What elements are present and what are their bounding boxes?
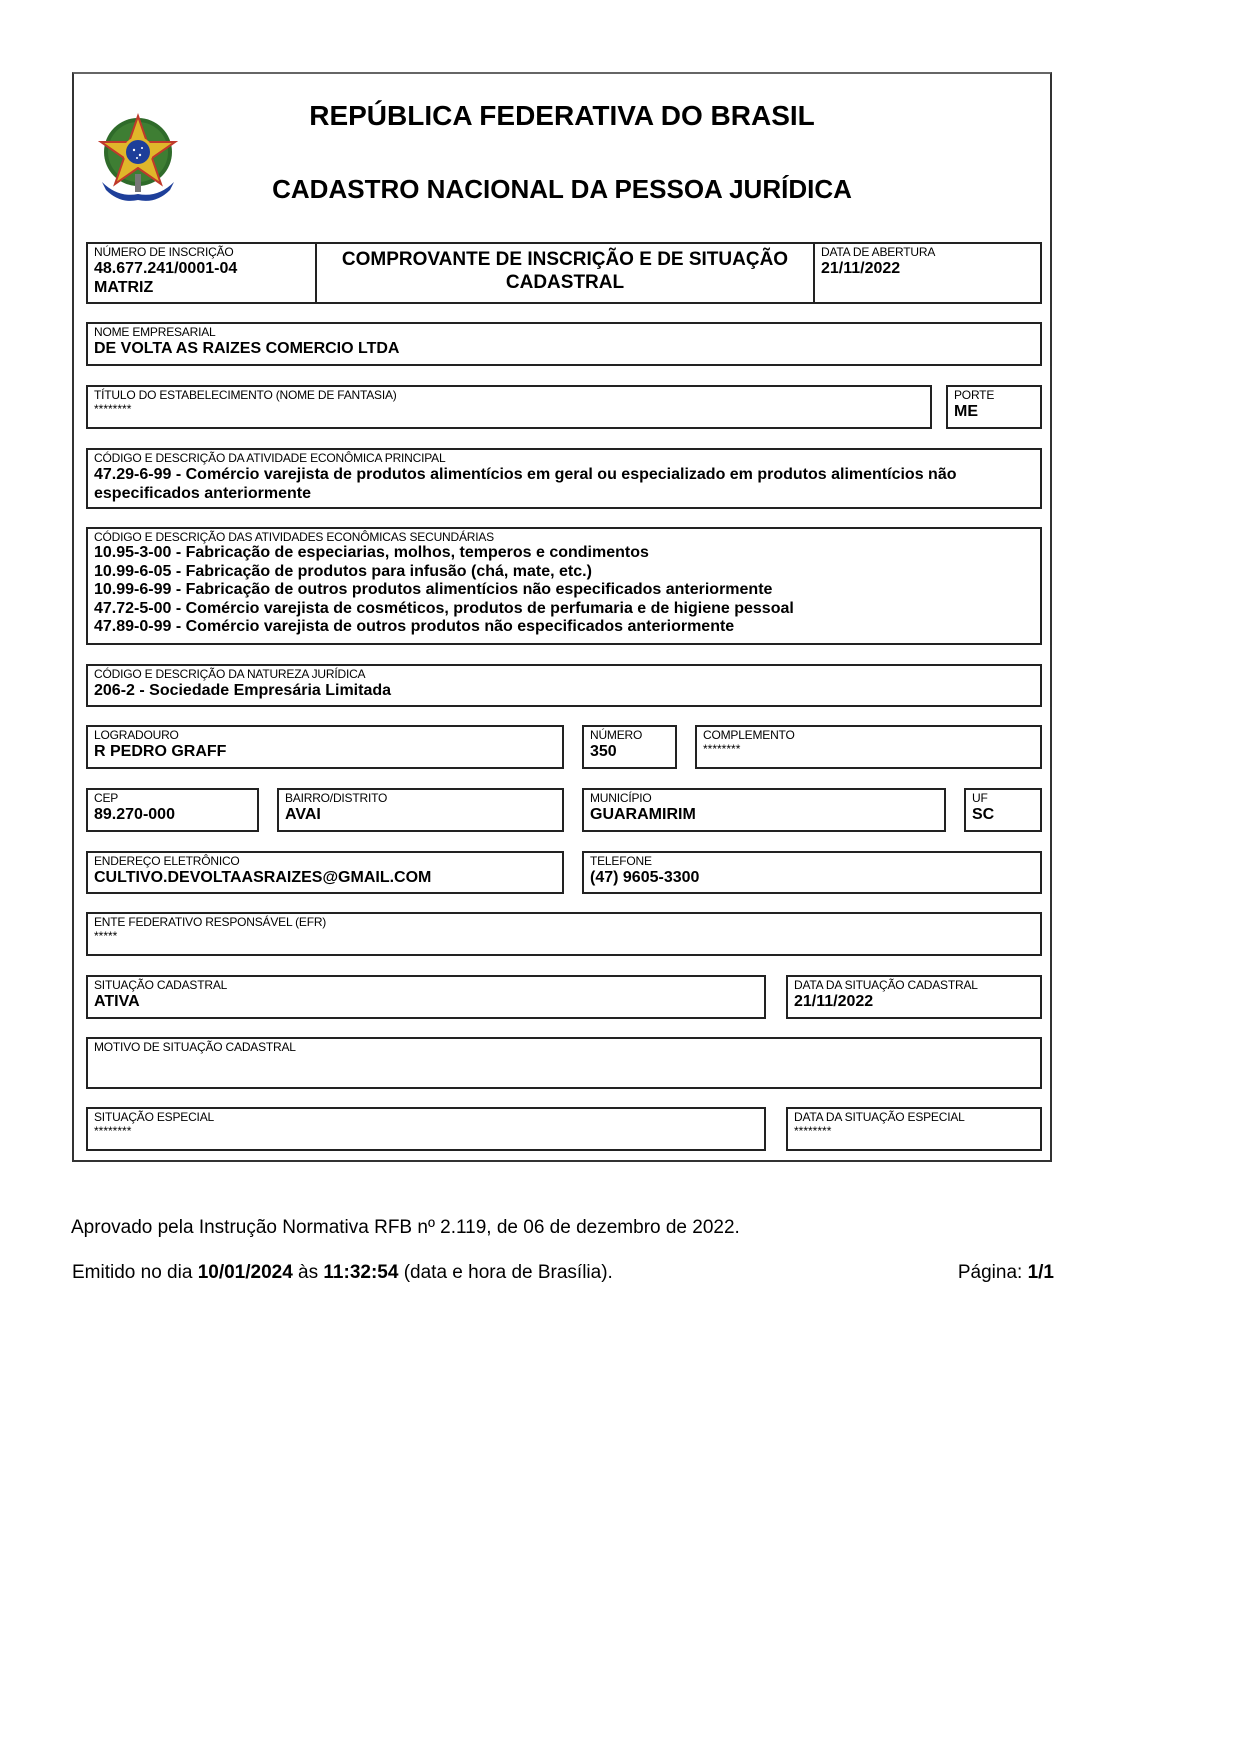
list-item: 47.72-5-00 - Comércio varejista de cosméticos, produtos de perfumaria e de higiene pessoal [94, 599, 794, 617]
zip-code-value: 89.270-000 [94, 806, 175, 823]
document-type-line1: COMPROVANTE DE INSCRIÇÃO E DE SITUAÇÃO [341, 249, 789, 270]
email-value: CULTIVO.DEVOLTAASRAIZES@GMAIL.COM [94, 869, 432, 886]
legal-nature-field [86, 664, 1042, 707]
field-label: DATA DA SITUAÇÃO CADASTRAL [794, 978, 978, 992]
legal-nature-value: 206-2 - Sociedade Empresária Limitada [94, 682, 392, 699]
main-activity-line2: especificados anteriormente [94, 485, 311, 502]
efr-field [86, 912, 1042, 956]
field-label: DATA DA SITUAÇÃO ESPECIAL [794, 1110, 965, 1124]
district-value: AVAI [285, 806, 321, 823]
document-type-title [317, 244, 815, 302]
secondary-activities-field [86, 527, 1042, 645]
field-label: MUNICÍPIO [590, 791, 652, 805]
registration-status-date-field [786, 975, 1042, 1019]
complement-value: ******** [703, 742, 741, 756]
list-item: 47.89-0-99 - Comércio varejista de outros produtos não especificados anteriormente [94, 618, 735, 636]
special-status-date-field [786, 1107, 1042, 1151]
inscription-row [86, 242, 1042, 304]
field-label: CÓDIGO E DESCRIÇÃO DA ATIVIDADE ECONÔMICA PRINCIPAL [94, 451, 446, 465]
field-label: CEP [94, 791, 119, 805]
inscription-number-field [88, 244, 317, 302]
state-value: SC [972, 806, 995, 823]
field-label: LOGRADOURO [94, 728, 179, 742]
field-label: UF [972, 791, 988, 805]
approval-note: Aprovado pela Instrução Normativa RFB nº 2.119, de 06 de dezembro de 2022. [71, 1217, 740, 1238]
city-field [582, 788, 946, 832]
establishment-type-value: MATRIZ [94, 279, 154, 296]
field-label: CÓDIGO E DESCRIÇÃO DAS ATIVIDADES ECONÔMICAS SECUNDÁRIAS [94, 530, 494, 544]
field-label: TÍTULO DO ESTABELECIMENTO (NOME DE FANTASIA) [94, 388, 397, 402]
number-field [582, 725, 677, 769]
main-activity-line1: 47.29-6-99 - Comércio varejista de produtos alimentícios em geral ou especializado em produtos alimentícios não [94, 466, 957, 483]
emission-suffix: (data e hora de Brasília). [398, 1262, 613, 1283]
special-status-value: ******** [94, 1124, 132, 1138]
trade-name-field [86, 385, 932, 429]
phone-value: (47) 9605-3300 [590, 869, 700, 886]
main-activity-field [86, 448, 1042, 509]
zip-code-field [86, 788, 259, 832]
cnpj-value: 48.677.241/0001-04 [94, 260, 238, 277]
trade-name-value: ******** [94, 402, 132, 416]
city-value: GUARAMIRIM [590, 806, 696, 823]
page-title: REPÚBLICA FEDERATIVA DO BRASIL [309, 100, 815, 131]
company-size-field [946, 385, 1042, 429]
email-field [86, 851, 564, 894]
field-label: ENDEREÇO ELETRÔNICO [94, 854, 240, 868]
emission-mid: às [292, 1262, 324, 1283]
company-name-value: DE VOLTA AS RAIZES COMERCIO LTDA [94, 340, 400, 357]
complement-field [695, 725, 1042, 769]
registration-status-field [86, 975, 766, 1019]
field-label: MOTIVO DE SITUAÇÃO CADASTRAL [94, 1040, 296, 1054]
field-label: SITUAÇÃO CADASTRAL [94, 978, 228, 992]
registration-status-value: ATIVA [94, 993, 140, 1010]
emission-date: 10/01/2024 [197, 1262, 293, 1283]
field-label: PORTE [954, 388, 995, 402]
opening-date-field [815, 244, 1040, 302]
field-label: NÚMERO [590, 728, 643, 742]
field-label: ENTE FEDERATIVO RESPONSÁVEL (EFR) [94, 915, 327, 929]
company-name-field [86, 322, 1042, 366]
list-item: 10.99-6-05 - Fabricação de produtos para infusão (chá, mate, etc.) [94, 562, 592, 580]
field-label: NOME EMPRESARIAL [94, 325, 216, 339]
state-field [964, 788, 1042, 832]
field-label: COMPLEMENTO [703, 728, 795, 742]
list-item: 10.95-3-00 - Fabricação de especiarias, molhos, temperos e condimentos [94, 544, 649, 561]
emission-info [72, 1262, 613, 1284]
number-value: 350 [590, 743, 617, 760]
street-field [86, 725, 564, 769]
registration-status-date-value: 21/11/2022 [794, 993, 874, 1010]
list-item: 10.99-6-99 - Fabricação de outros produtos alimentícios não especificados anteriormente [94, 581, 773, 599]
street-value: R PEDRO GRAFF [94, 743, 227, 760]
field-label: BAIRRO/DISTRITO [285, 791, 388, 805]
field-label: TELEFONE [590, 854, 652, 868]
efr-value: ***** [94, 929, 118, 943]
status-reason-field [86, 1037, 1042, 1089]
secondary-activities-list [94, 544, 1034, 637]
page-subtitle: CADASTRO NACIONAL DA PESSOA JURÍDICA [272, 174, 852, 204]
district-field [277, 788, 564, 832]
special-status-date-value: ******** [794, 1124, 832, 1138]
document-type-line2: CADASTRAL [505, 272, 625, 293]
emission-time: 11:32:54 [323, 1262, 399, 1283]
opening-date-value: 21/11/2022 [821, 260, 901, 277]
field-label: CÓDIGO E DESCRIÇÃO DA NATUREZA JURÍDICA [94, 667, 366, 681]
field-label: DATA DE ABERTURA [821, 245, 936, 259]
page-label: Página: [957, 1262, 1028, 1283]
page-number [958, 1262, 1054, 1284]
special-status-field [86, 1107, 766, 1151]
page-value: 1/1 [1027, 1262, 1054, 1283]
field-label: NÚMERO DE INSCRIÇÃO [94, 245, 234, 259]
company-size-value: ME [954, 403, 978, 420]
emission-prefix: Emitido no dia [72, 1262, 198, 1283]
phone-field [582, 851, 1042, 894]
field-label: SITUAÇÃO ESPECIAL [94, 1110, 214, 1124]
